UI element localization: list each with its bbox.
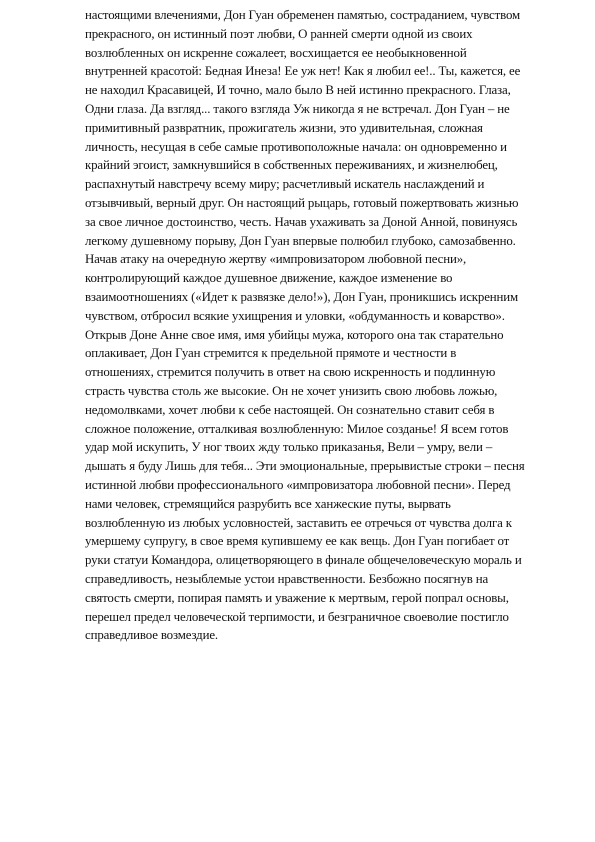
text-line: взаимоотношениях («Идет к развязке дело!»), Дон Гуан, проникшись искренним — [85, 289, 519, 304]
text-line: дышать я буду Лишь для тебя... Эти эмоциональные, прерывистые строки – песня — [85, 459, 525, 474]
text-line: отзывчивый, верный друг. Он настоящий рыцарь, готовый пожертвовать жизнью — [85, 195, 519, 210]
text-line: Открыв Доне Анне свое имя, имя убийцы мужа, которого она так старательно — [85, 327, 504, 342]
text-line: святость смерти, попирая память и уважение к мертвым, герой попрал основы, — [85, 590, 509, 605]
text-line: крайний эгоист, замкнувшийся в собственных переживаниях, и жизнелюбец, — [85, 158, 498, 173]
text-line: возлюбленных он искренне сожалеет, восхищается ее необыкновенной — [85, 45, 467, 60]
text-line: чувством, отбросил всякие ухищрения и уловки, «обдуманность и коварство». — [85, 308, 505, 323]
text-line: справедливость, незыблемые устои нравственности. Безбожно посягнув на — [85, 571, 489, 586]
text-line: прекрасного, он истинный поэт любви, О ранней смерти одной из своих — [85, 26, 473, 41]
text-line: руки статуи Командора, олицетворяющего в финале общечеловеческую мораль и — [85, 553, 522, 568]
text-line: внутренней красотой: Бедная Инеза! Ее уж нет! Как я любил ее!.. Ты, кажется, ее — [85, 64, 521, 79]
text-line: справедливое возмездие. — [85, 628, 218, 643]
body-text — [85, 6, 555, 645]
text-line: за свое личное достоинство, честь. Начав ухаживать за Доной Анной, повинуясь — [85, 214, 518, 229]
text-line: Начав атаку на очередную жертву «импровизатором любовной песни», — [85, 252, 467, 267]
text-line: удар мой искупить, У ног твоих жду только приказанья, Вели – умру, вели – — [85, 440, 493, 455]
text-line: недомолвками, хочет любви к себе настоящей. Он сознательно ставит себя в — [85, 402, 495, 417]
text-line: примитивный развратник, прожигатель жизни, это удивительная, сложная — [85, 120, 483, 135]
text-line: легкому душевному порыву, Дон Гуан впервые полюбил глубоко, самозабвенно. — [85, 233, 516, 248]
text-line: оплакивает, Дон Гуан стремится к предельной прямоте и честности в — [85, 346, 457, 361]
text-line: настоящими влечениями, Дон Гуан обременен памятью, состраданием, чувством — [85, 8, 521, 22]
text-line: перешел предел человеческой терпимости, и безграничное своеволие постигло — [85, 609, 509, 624]
text-line: возлюбленную из любых условностей, заставить ее отречься от чувства долга к — [85, 515, 512, 530]
text-line: умершему супругу, в свое время купившему ее как вещь. Дон Гуан погибает от — [85, 534, 510, 549]
text-line: Одни глаза. Да взгляд... такого взгляда Уж никогда я не встречал. Дон Гуан – не — [85, 101, 510, 116]
text-line: страсть чувства столь же высокие. Он не хочет унизить свою любовь ложью, — [85, 383, 498, 398]
text-line: личность, несущая в себе самые противоположные начала: он одновременно и — [85, 139, 507, 154]
text-line: не находил Красавицей, И точно, мало было В ней истинно прекрасного. Глаза, — [85, 83, 511, 98]
text-line: сложное положение, отталкивая возлюбленную: Милое созданье! Я всем готов — [85, 421, 509, 436]
text-line: распахнутый навстречу всему миру; расчетливый искатель наслаждений и — [85, 177, 485, 192]
text-line: отношениях, стремится получить в ответ на свою искренность и подлинную — [85, 365, 496, 380]
text-line: контролирующий каждое душевное движение, каждое изменение во — [85, 271, 453, 286]
text-line: нами человек, стремящийся разрубить все ханжеские путы, вырвать — [85, 496, 451, 511]
text-line: истинной любви профессионального «импровизатора любовной песни». Перед — [85, 477, 511, 492]
